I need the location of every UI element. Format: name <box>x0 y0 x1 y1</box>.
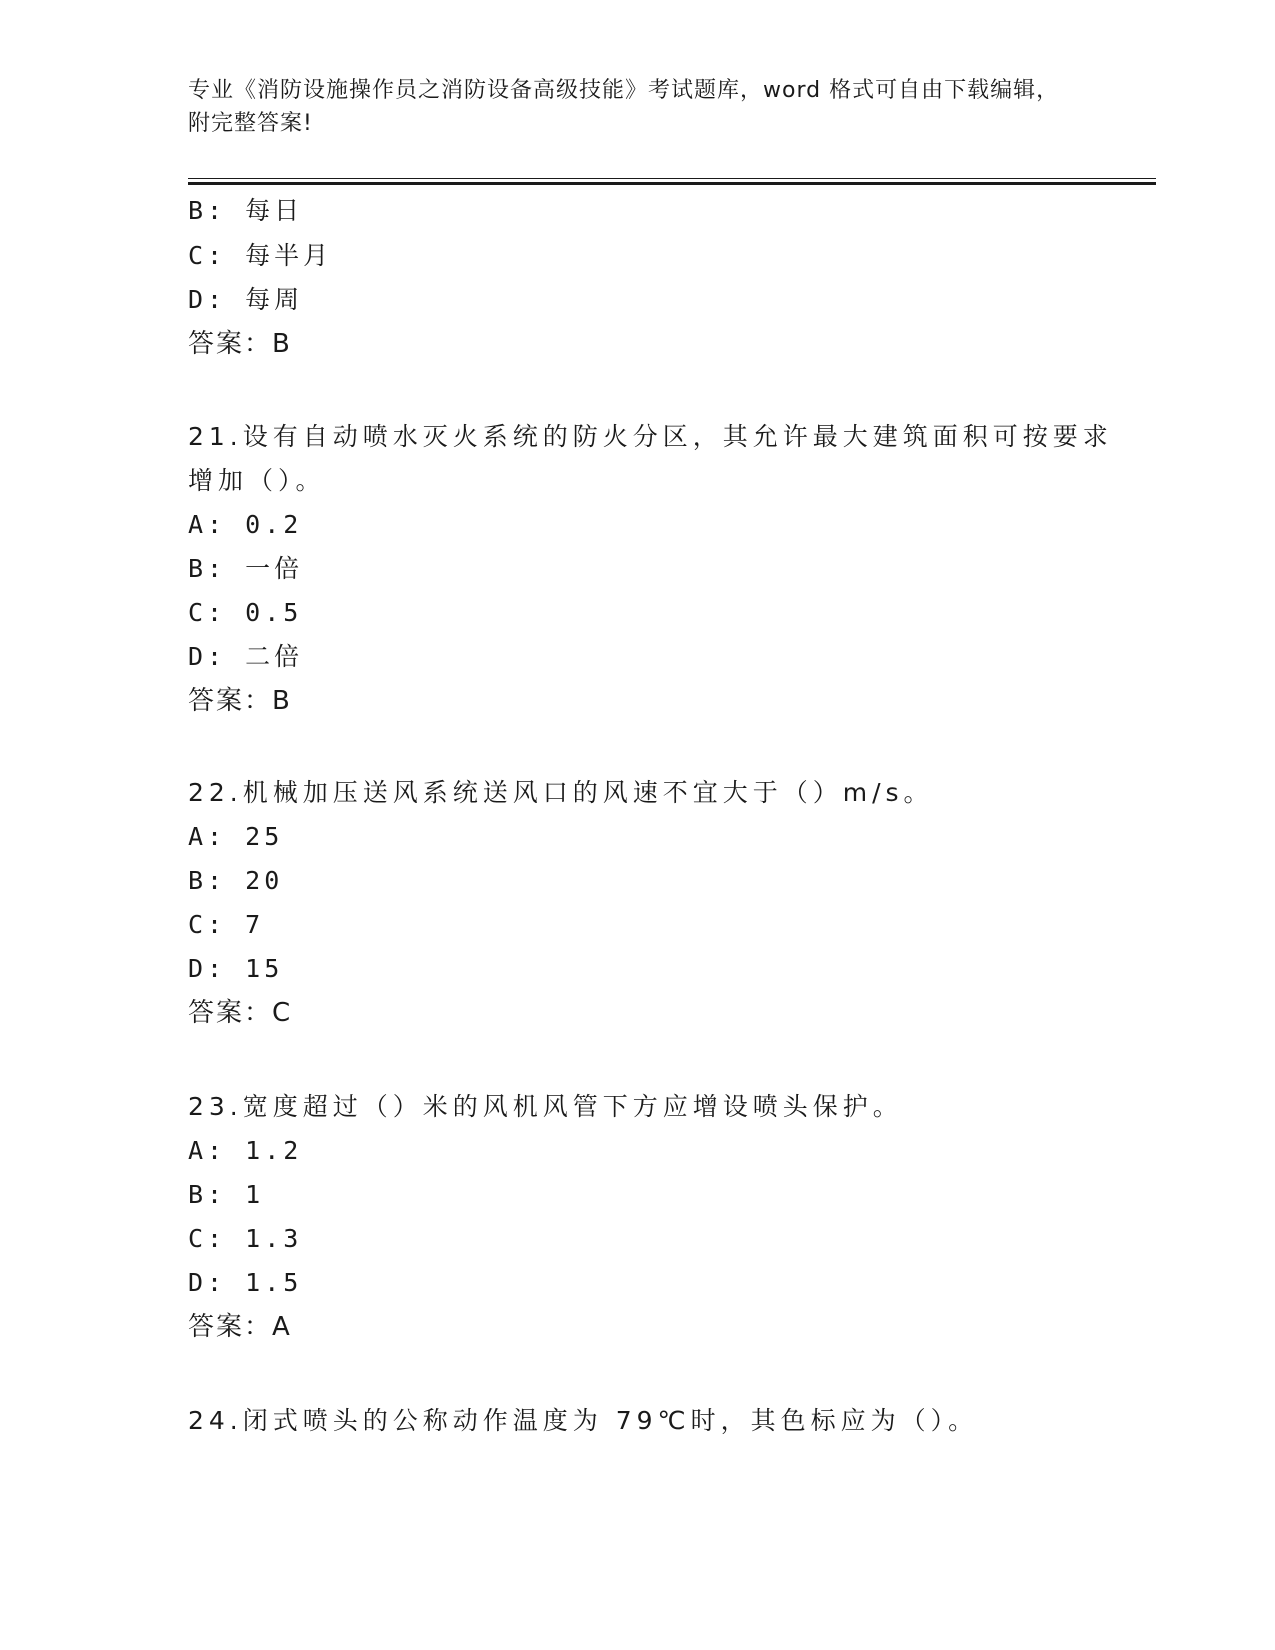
question-22-option-a: A: 25 <box>188 822 284 851</box>
question-23-option-a: A: 1.2 <box>188 1136 303 1165</box>
question-24-stem: 24.闭式喷头的公称动作温度为 79℃时，其色标应为（）。 <box>188 1406 979 1435</box>
question-23-answer: 答案：A <box>188 1312 292 1342</box>
question-21-option-b: B: 一倍 <box>188 554 304 583</box>
answer-line: 答案：B <box>188 329 292 359</box>
question-21-stem-line2: 增加（）。 <box>188 466 326 495</box>
question-23-option-d: D: 1.5 <box>188 1268 303 1297</box>
question-21-answer: 答案：B <box>188 686 292 716</box>
document-header: 专业《消防设施操作员之消防设备高级技能》考试题库，word 格式可自由下载编辑，附完整答案! <box>188 78 1060 136</box>
question-22-answer: 答案：C <box>188 998 293 1028</box>
question-23-stem: 23.宽度超过（）米的风机风管下方应增设喷头保护。 <box>188 1092 903 1121</box>
option-b: B: 每日 <box>188 196 304 225</box>
question-21-option-d: D: 二倍 <box>188 642 304 671</box>
question-23-option-c: C: 1.3 <box>188 1224 303 1253</box>
question-21-option-a: A: 0.2 <box>188 510 303 539</box>
header-divider-thin <box>188 178 1156 179</box>
question-21-stem-line1: 21.设有自动喷水灭火系统的防火分区，其允许最大建筑面积可按要求 <box>188 422 1113 451</box>
question-23-option-b: B: 1 <box>188 1180 265 1209</box>
option-c: C: 每半月 <box>188 241 333 270</box>
question-22-option-b: B: 20 <box>188 866 284 895</box>
question-22-option-d: D: 15 <box>188 954 284 983</box>
header-divider-thick <box>188 182 1156 185</box>
question-22-stem: 22.机械加压送风系统送风口的风速不宜大于（）m/s。 <box>188 778 934 807</box>
question-21-option-c: C: 0.5 <box>188 598 303 627</box>
option-d: D: 每周 <box>188 285 304 314</box>
question-22-option-c: C: 7 <box>188 910 265 939</box>
